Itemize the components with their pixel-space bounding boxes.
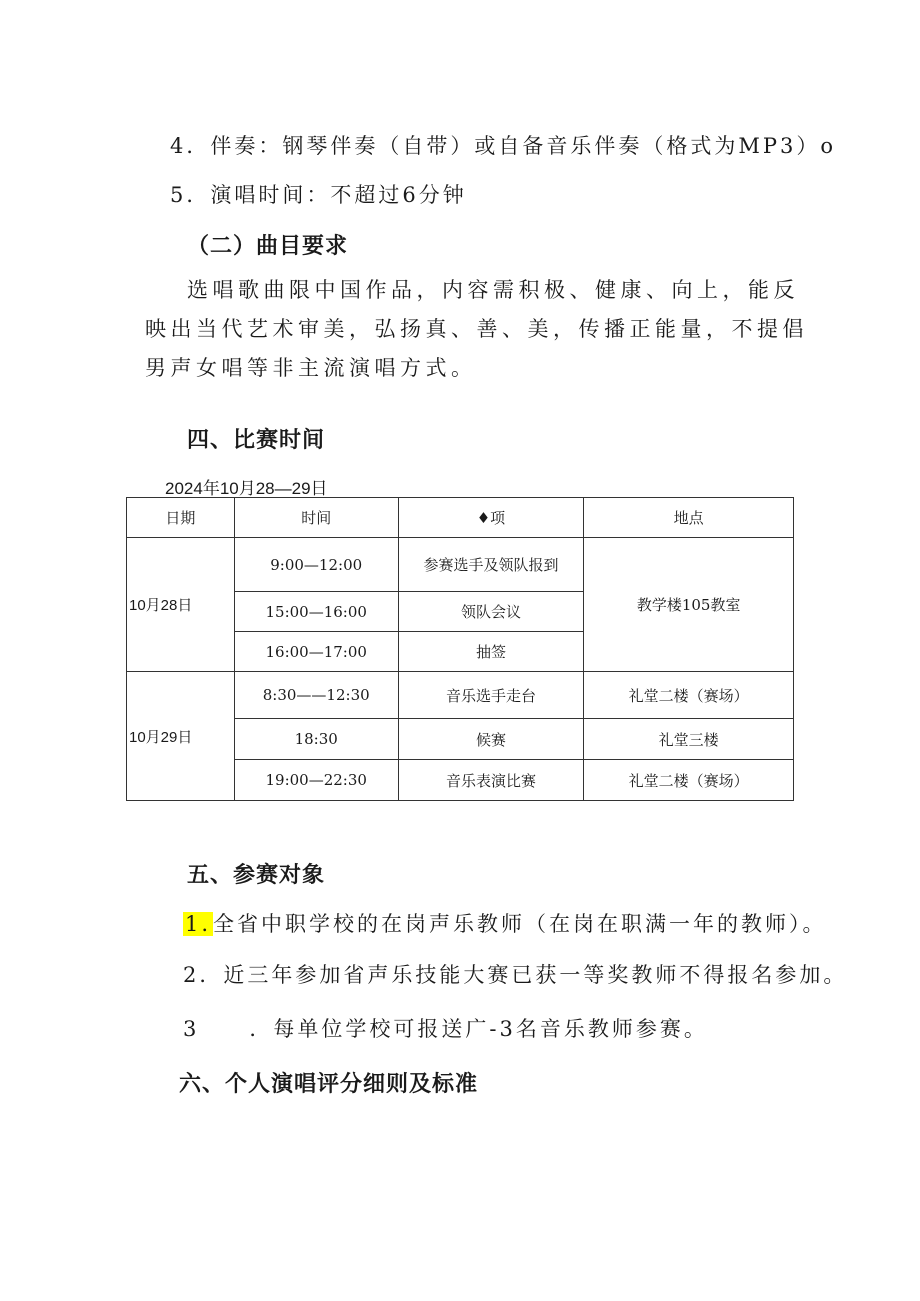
day2-row1-location: 礼堂二楼（赛场） [584, 672, 794, 719]
header-date: 日期 [127, 498, 235, 538]
table-row [127, 538, 794, 592]
scoring-heading: 六、个人演唱评分细则及标准 [179, 1072, 479, 1097]
requirement-item-5: 5．演唱时间：不超过6分钟 [170, 183, 467, 207]
repertoire-paragraph: 选唱歌曲限中国作品，内容需积极、健康、向上，能反映出当代艺术审美，弘扬真、善、美，传播正能量，不提倡男声女唱等非主流演唱方式。 [145, 278, 808, 380]
day1-row3-item: 抽签 [398, 632, 584, 672]
day2-row2-time: 18:30 [234, 719, 398, 760]
requirement-item-4: 4．伴奏：钢琴伴奏（自带）或自备音乐伴奏（格式为MP3）o [170, 134, 836, 158]
day1-location: 教学楼105教室 [584, 538, 794, 672]
day1-row2-time: 15:00—16:00 [234, 592, 398, 632]
header-location: 地点 [584, 498, 794, 538]
participants-heading: 五、参赛对象 [187, 863, 326, 888]
day2-row2-location: 礼堂三楼 [584, 719, 794, 760]
day1-row3-time: 16:00—17:00 [234, 632, 398, 672]
highlight-marker: 1. [185, 912, 212, 936]
day2-row3-time: 19:00—22:30 [234, 760, 398, 801]
participant-item-3-number: 3 [183, 1017, 200, 1041]
repertoire-heading: （二）曲目要求 [187, 234, 349, 259]
header-time: 时间 [234, 498, 398, 538]
day2-date: 10月29日 [127, 672, 235, 801]
header-item: ♦项 [398, 498, 584, 538]
day2-row2-item: 候赛 [398, 719, 584, 760]
schedule-table [126, 497, 794, 801]
day2-row3-item: 音乐表演比赛 [398, 760, 584, 801]
participant-item-3 [183, 1013, 708, 1043]
participant-item-1 [183, 908, 827, 938]
table-header-row [127, 498, 794, 538]
day1-row1-time: 9:00—12:00 [234, 538, 398, 592]
day2-row1-time: 8:30——12:30 [234, 672, 398, 719]
day1-date: 10月28日 [127, 538, 235, 672]
schedule-heading: 四、比赛时间 [187, 428, 326, 453]
day2-row3-location: 礼堂二楼（赛场） [584, 760, 794, 801]
schedule-date-range: 2024年10月28—29日 [165, 479, 328, 498]
day1-row1-item: 参赛选手及领队报到 [398, 538, 584, 592]
day2-row1-item: 音乐选手走台 [398, 672, 584, 719]
day1-row2-item: 领队会议 [398, 592, 584, 632]
participant-item-2: 2．近三年参加省声乐技能大赛已获一等奖教师不得报名参加。 [183, 963, 848, 987]
participant-item-3-text: ．每单位学校可报送广-3名音乐教师参赛。 [249, 1017, 708, 1041]
participant-item-1-text: 全省中职学校的在岗声乐教师（在岗在职满一年的教师）。 [213, 912, 827, 936]
table-row [127, 672, 794, 719]
